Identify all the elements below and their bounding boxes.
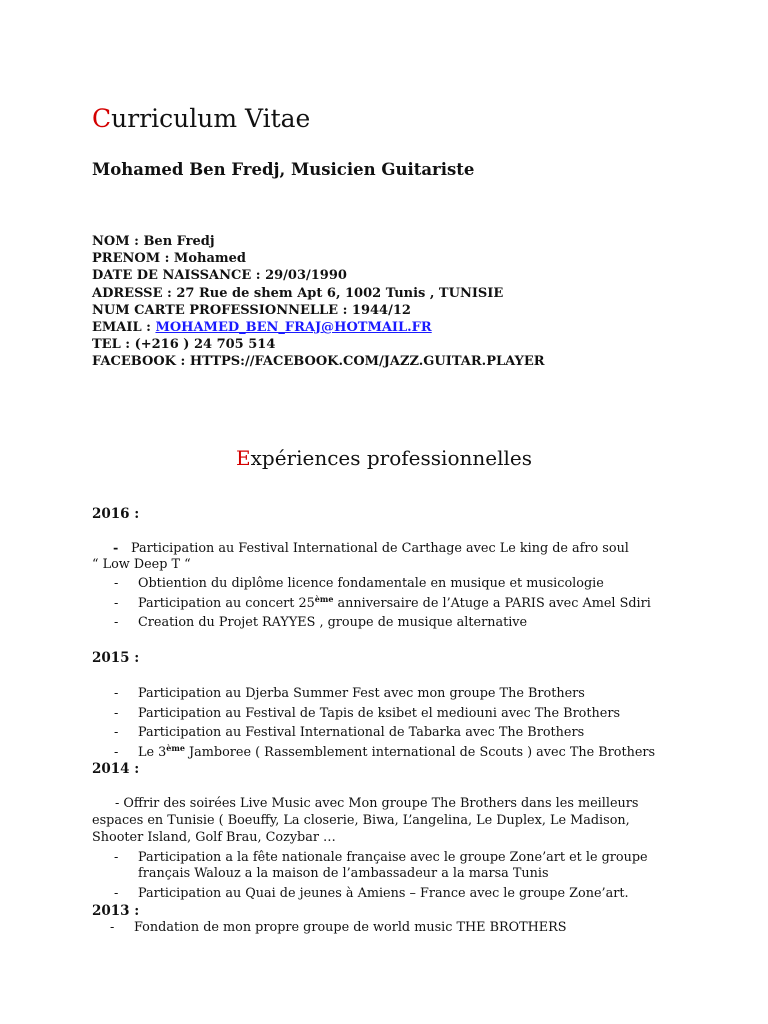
info-prenom: PRENOM : Mohamed: [92, 251, 246, 267]
item-text: Participation a la fête nationale française avec le groupe Zone’art et le groupe: [138, 850, 648, 865]
heading-rest: xpériences professionnelles: [250, 446, 532, 470]
item-text: Participation au Festival de Tapis de ksibet el mediouni avec The Brothers: [138, 706, 621, 721]
info-email: [92, 319, 545, 336]
item-text: [138, 596, 651, 611]
item-text-a: Participation au concert 25: [138, 596, 315, 611]
subtitle: Mohamed Ben Fredj, Musicien Guitariste: [92, 160, 475, 179]
bullet-dash: -: [114, 725, 119, 740]
title-initial: C: [92, 104, 112, 133]
title-rest: urriculum Vitae: [111, 104, 311, 133]
item-text: Participation au Djerba Summer Fest avec mon groupe The Brothers: [138, 686, 585, 701]
superscript: ème: [166, 743, 185, 753]
info-carte: NUM CARTE PROFESSIONNELLE : 1944/12: [92, 302, 411, 318]
info-facebook: FACEBOOK : HTTPS://FACEBOOK.COM/JAZZ.GUITAR.PLAYER: [92, 354, 545, 370]
item-text: Obtiention du diplôme licence fondamentale en musique et musicologie: [138, 576, 604, 591]
item-text: [138, 745, 655, 760]
item-text: Participation au Festival International de Tabarka avec The Brothers: [138, 725, 585, 740]
item-text: Creation du Projet RAYYES , groupe de musique alternative: [138, 615, 528, 630]
item-text: Participation au Quai de jeunes à Amiens – France avec le groupe Zone’art.: [138, 886, 629, 901]
bullet-dash: -: [114, 576, 119, 591]
info-adresse: ADRESSE : 27 Rue de shem Apt 6, 1002 Tunis , TUNISIE: [92, 285, 504, 301]
bullet-dash: -: [114, 686, 119, 701]
item-text-b: anniversaire de l’Atuge a PARIS avec Amel Sdiri: [333, 596, 651, 611]
item-2014-fete-line2: français Walouz a la maison de l’ambassadeur a la marsa Tunis: [138, 866, 549, 881]
item-text-a: Le 3: [138, 745, 167, 760]
document-title: [92, 104, 310, 133]
bullet-dash: -: [114, 615, 119, 630]
email-link[interactable]: MOHAMED_BEN_FRAJ@HOTMAIL.FR: [155, 320, 432, 336]
year-2014: 2014 :: [92, 761, 140, 777]
heading-initial: E: [236, 446, 251, 470]
personal-info: [92, 233, 545, 371]
bullet-dash: -: [114, 745, 119, 760]
item-2014-live-line1: - Offrir des soirées Live Music avec Mon groupe The Brothers dans les meilleurs: [115, 796, 639, 811]
year-2013: 2013 :: [92, 903, 140, 919]
info-nom: NOM : Ben Fredj: [92, 234, 215, 249]
experiences-heading: [0, 446, 768, 470]
dash-2016-first: -: [113, 541, 119, 556]
bullet-dash: -: [110, 920, 115, 935]
info-tel: TEL : (+216 ) 24 705 514: [92, 337, 276, 353]
year-2016: 2016 :: [92, 506, 140, 522]
item-2014-live-line3: Shooter Island, Golf Brau, Cozybar …: [92, 830, 336, 845]
item-text-b: Jamboree ( Rassemblement international de Scouts ) avec The Brothers: [184, 745, 656, 760]
bullet-dash: -: [114, 886, 119, 901]
bullet-dash: -: [114, 706, 119, 721]
item-2014-live-line2: espaces en Tunisie ( Boeuffy, La closerie, Biwa, L’angelina, Le Duplex, Le Madison,: [92, 813, 630, 828]
item-2016-carthage-line2: “ Low Deep T “: [92, 557, 191, 572]
email-label: EMAIL :: [92, 320, 156, 336]
superscript: ème: [314, 594, 334, 604]
year-2015: 2015 :: [92, 650, 140, 666]
info-naissance: DATE DE NAISSANCE : 29/03/1990: [92, 268, 347, 284]
item-2016-carthage-line1: Participation au Festival International de Carthage avec Le king de afro soul: [131, 541, 629, 556]
bullet-dash: -: [114, 596, 119, 611]
bullet-dash: -: [114, 850, 119, 865]
item-text: Fondation de mon propre groupe de world music THE BROTHERS: [134, 920, 567, 935]
